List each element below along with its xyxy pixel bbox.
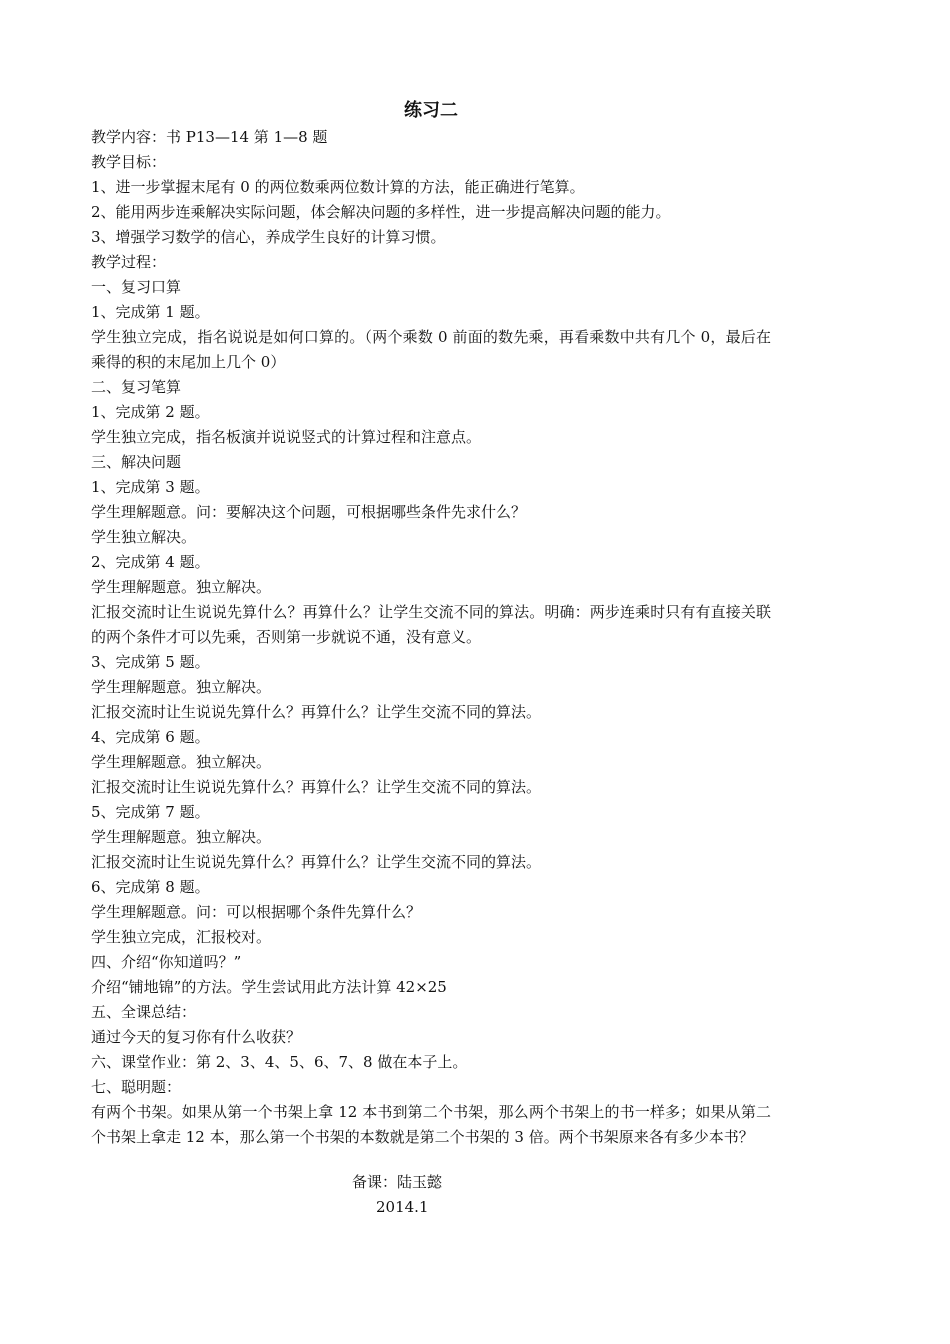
text-line: 介绍“铺地锦”的方法。学生尝试用此方法计算 42×25	[91, 978, 447, 996]
text-line: 学生独立完成，汇报校对。	[91, 928, 272, 946]
paragraph: 学生独立完成，指名说说是如何口算的。（两个乘数 0 前面的数先乘，再看乘数中共有几个 0，最后在乘得的积的末尾加上几个 0）	[91, 328, 771, 371]
text-line: 汇报交流时让生说说先算什么？再算什么？让学生交流不同的算法。	[91, 778, 542, 796]
paragraph: 汇报交流时让生说说先算什么？再算什么？让学生交流不同的算法。明确：两步连乘时只有有直接关联的两个条件才可以先乘，否则第一步就说不通，没有意义。	[91, 603, 771, 646]
text-line: 1、完成第 1 题。	[91, 303, 210, 321]
text-line: 学生独立解决。	[91, 528, 197, 546]
date: 2014.1	[376, 1198, 429, 1216]
section-heading: 二、复习笔算	[91, 378, 182, 396]
text-line: 学生理解题意。独立解决。	[91, 678, 272, 696]
section-heading: 七、聪明题：	[91, 1078, 182, 1096]
section-heading: 一、复习口算	[91, 278, 182, 296]
paragraph: 有两个书架。如果从第一个书架上拿 12 本书到第二个书架，那么两个书架上的书一样多；如果从第二个书架上拿走 12 本，那么第一个书架的本数就是第二个书架的 3 倍。两个书架原来各有多少本书？	[91, 1103, 771, 1146]
text-line: 教学目标：	[91, 153, 167, 171]
text-line: 通过今天的复习你有什么收获？	[91, 1028, 302, 1046]
text-line: 学生理解题意。独立解决。	[91, 753, 272, 771]
text-line: 5、完成第 7 题。	[91, 803, 210, 821]
section-heading: 五、全课总结：	[91, 1003, 197, 1021]
text-line: 学生理解题意。问：可以根据哪个条件先算什么？	[91, 903, 422, 921]
text-line: 1、完成第 3 题。	[91, 478, 210, 496]
section-heading: 六、课堂作业：第 2、3、4、5、6、7、8 做在本子上。	[91, 1053, 468, 1071]
text-line: 汇报交流时让生说说先算什么？再算什么？让学生交流不同的算法。	[91, 853, 542, 871]
text-line: 学生理解题意。独立解决。	[91, 828, 272, 846]
text-line: 学生理解题意。独立解决。	[91, 578, 272, 596]
section-heading: 三、解决问题	[91, 453, 182, 471]
text-line: 3、完成第 5 题。	[91, 653, 210, 671]
text-line: 6、完成第 8 题。	[91, 878, 210, 896]
text-line: 教学过程：	[91, 253, 167, 271]
text-line: 3、增强学习数学的信心，养成学生良好的计算习惯。	[91, 228, 446, 246]
text-line: 1、进一步掌握末尾有 0 的两位数乘两位数计算的方法，能正确进行笔算。	[91, 178, 585, 196]
text-line: 2、完成第 4 题。	[91, 553, 210, 571]
text-line: 汇报交流时让生说说先算什么？再算什么？让学生交流不同的算法。	[91, 703, 542, 721]
text-line: 1、完成第 2 题。	[91, 403, 210, 421]
text-line: 学生独立完成，指名板演并说说竖式的计算过程和注意点。	[91, 428, 482, 446]
text-line: 教学内容：书 P13—14 第 1—8 题	[91, 128, 328, 146]
text-line: 学生理解题意。问：要解决这个问题，可根据哪些条件先求什么？	[91, 503, 527, 521]
text-line: 4、完成第 6 题。	[91, 728, 210, 746]
document-lines	[91, 125, 781, 1150]
document-title: 练习二	[404, 100, 458, 121]
section-heading: 四、介绍“你知道吗？”	[91, 953, 242, 971]
signature: 备课：陆玉懿	[352, 1173, 443, 1191]
document-body	[91, 97, 781, 1150]
text-line: 2、能用两步连乘解决实际问题，体会解决问题的多样性，进一步提高解决问题的能力。	[91, 203, 671, 221]
